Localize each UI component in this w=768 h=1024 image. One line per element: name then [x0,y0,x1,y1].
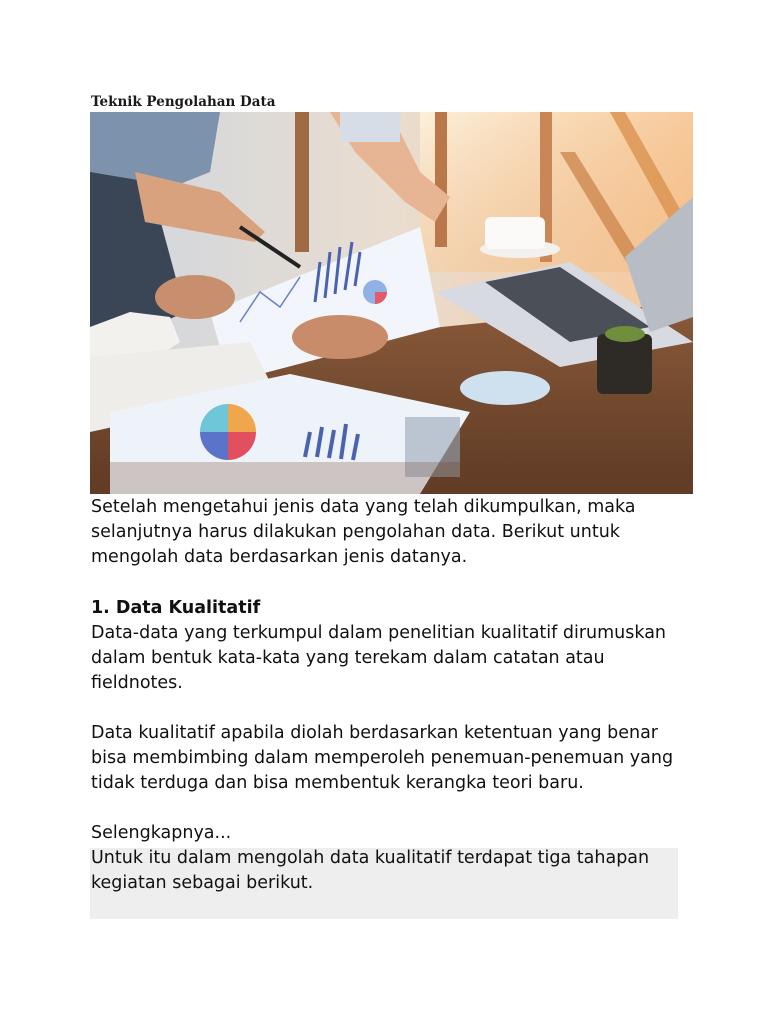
intro-paragraph: Setelah mengetahui jenis data yang telah dikumpulkan, maka selanjutnya harus dilakukan pengolahan data. Berikut untuk mengolah data berdasarkan jenis datanya. [91,497,636,567]
section-paragraph-2: Data kualitatif apabila diolah berdasarkan ketentuan yang benar bisa membimbing dalam memperoleh penemuan-penemuan yang tidak terduga dan bisa membentuk kerangka teori baru. [91,723,674,793]
read-more-link[interactable]: Selengkapnya... [91,823,232,843]
section-heading-kualitatif: 1. Data Kualitatif [91,598,261,618]
section-paragraph-1: Data-data yang terkumpul dalam penelitian kualitatif dirumuskan dalam bentuk kata-kata yang terekam dalam catatan atau fieldnotes. [91,623,667,693]
highlight-paragraph: Untuk itu dalam mengolah data kualitatif terdapat tiga tahapan kegiatan sebagai berikut. [91,848,650,893]
document-title: Teknik Pengolahan Data [91,94,276,110]
office-data-analysis-photo [90,112,693,494]
